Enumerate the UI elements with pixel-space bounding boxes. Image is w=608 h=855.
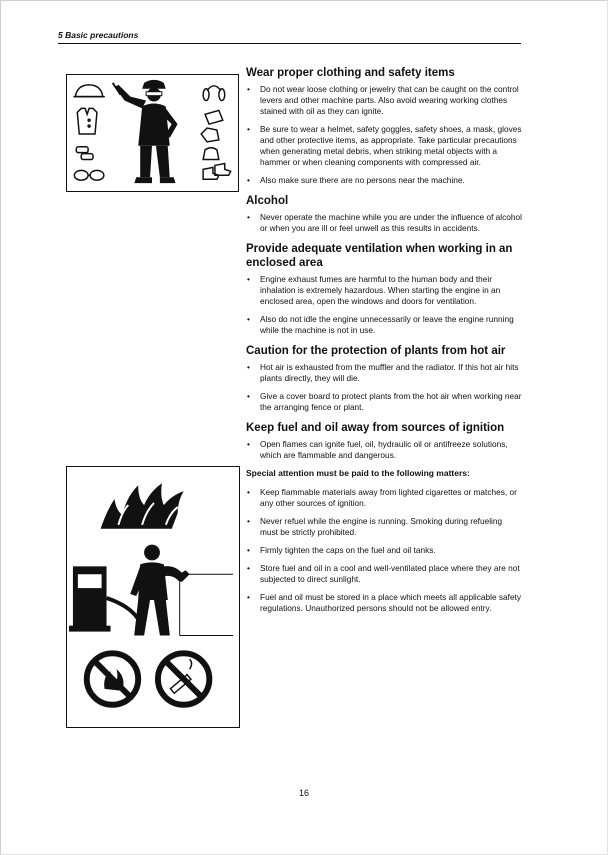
list-item: • Fuel and oil must be stored in a place which meets all applicable safety regulations. Unauthorized persons should not be allowed entry. [246, 592, 522, 614]
section-title: Caution for the protection of plants from hot air [246, 345, 506, 357]
list-item: • Do not wear loose clothing or jewelry that can be caught on the control levers and other machine parts. Also avoid wearing working clothes stained with oil as they can ignite. [246, 84, 522, 117]
section-fuel-oil [246, 421, 522, 614]
bullet-list [246, 84, 522, 186]
section-title: Keep fuel and oil away from sources of ignition [246, 422, 505, 434]
list-item: • Never refuel while the engine is running. Smoking during refueling must be strictly prohibited. [246, 516, 522, 538]
safety-gear-illustration-icon [67, 75, 238, 191]
bullet-list [246, 362, 522, 413]
section-title: Alcohol [246, 195, 289, 207]
list-item: • Never operate the machine while you are under the influence of alcohol or when you are ill or feel unwell as this results in accidents. [246, 212, 522, 234]
list-item: • Hot air is exhausted from the muffler and the radiator. If this hot air hits plants directly, they will die. [246, 362, 522, 384]
list-item: • Also make sure there are no persons near the machine. [246, 175, 522, 186]
list-item: • Be sure to wear a helmet, safety goggles, safety shoes, a mask, gloves and other protective items, as appropriate. Take particular precautions when generating metal debris, when striking metal objects with a hammer or when cleaning components with compressed air. [246, 124, 522, 168]
section-ventilation [246, 242, 522, 336]
bullet-list [246, 487, 522, 614]
section-title: Wear proper clothing and safety items [246, 67, 455, 79]
safety-gear-figure [66, 74, 239, 192]
bullet-list [246, 274, 522, 336]
section-alcohol [246, 194, 522, 234]
section-hot-air [246, 344, 522, 413]
list-item: • Firmly tighten the caps on the fuel and oil tanks. [246, 545, 522, 556]
content-column [246, 66, 522, 622]
bullet-list [246, 212, 522, 234]
list-item: • Store fuel and oil in a cool and well-ventilated place where they are not subjected to direct sunlight. [246, 563, 522, 585]
list-item: • Open flames can ignite fuel, oil, hydraulic oil or antifreeze solutions, which are flammable and dangerous. [246, 439, 522, 461]
list-item: • Also do not idle the engine unnecessarily or leave the engine running while the machine is not in use. [246, 314, 522, 336]
special-attention-heading: Special attention must be paid to the following matters: [246, 468, 470, 478]
list-item: • Give a cover board to protect plants from the hot air when working near the arranging fence or plant. [246, 391, 522, 413]
fire-hazard-figure [66, 466, 240, 728]
section-clothing [246, 66, 522, 186]
page-number: 16 [298, 788, 309, 798]
bullet-list [246, 439, 522, 461]
list-item: • Keep flammable materials away from lighted cigarettes or matches, or any other sources of ignition. [246, 487, 522, 509]
list-item: • Engine exhaust fumes are harmful to the human body and their inhalation is extremely hazardous. When starting the engine in an enclosed area, open the windows and doors for ventilation. [246, 274, 522, 307]
page-header: 5 Basic precautions [58, 30, 521, 44]
section-title: Provide adequate ventilation when working in an enclosed area [246, 243, 513, 269]
fire-hazard-illustration-icon [67, 467, 239, 727]
